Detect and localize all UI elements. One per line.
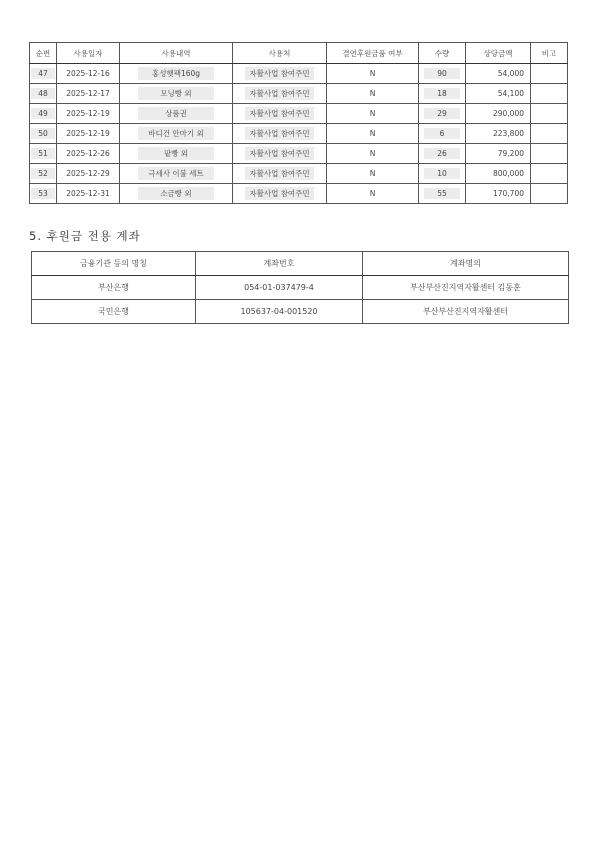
cell-note [531,164,568,184]
cell-item-text: 상품권 [138,107,213,120]
cell-bank: 국민은행 [32,300,196,324]
cell-qty-text: 18 [424,88,460,99]
cell-qty [419,84,466,104]
cell-amount: 290,000 [466,104,531,124]
cell-place-text: 자활사업 참여주민 [245,67,313,80]
cell-date: 2025-12-26 [57,144,120,164]
cell-bank: 부산은행 [32,276,196,300]
cell-place-text: 자활사업 참여주민 [245,147,313,160]
cell-note [531,64,568,84]
cell-item [120,184,233,204]
cell-item-text: 소금빵 외 [138,187,213,200]
header-sponsored: 결연후원금품 여부 [327,43,419,64]
cell-no-text: 52 [31,168,55,179]
cell-note [531,104,568,124]
cell-no [30,84,57,104]
cell-amount: 54,000 [466,64,531,84]
account-header-row [32,252,569,276]
cell-item [120,84,233,104]
cell-item-text: 극세사 이불 세트 [138,167,213,180]
table-row [30,84,568,104]
cell-place [233,64,327,84]
cell-date: 2025-12-19 [57,124,120,144]
cell-qty [419,164,466,184]
cell-place [233,164,327,184]
cell-sponsored: N [327,184,419,204]
cell-qty-text: 90 [424,68,460,79]
cell-item [120,104,233,124]
cell-sponsored: N [327,124,419,144]
cell-no [30,104,57,124]
cell-no-text: 53 [31,188,55,199]
cell-place [233,144,327,164]
cell-date: 2025-12-16 [57,64,120,84]
cell-amount: 800,000 [466,164,531,184]
cell-note [531,84,568,104]
header-bank: 금융기관 등의 명칭 [32,252,196,276]
cell-item [120,124,233,144]
cell-amount: 54,100 [466,84,531,104]
header-no: 순번 [30,43,57,64]
cell-no-text: 49 [31,108,55,119]
cell-place-text: 자활사업 참여주민 [245,187,313,200]
cell-qty [419,64,466,84]
section-title: 5. 후원금 전용 계좌 [29,229,141,243]
cell-item-text: 모닝빵 외 [138,87,213,100]
header-note: 비고 [531,43,568,64]
cell-qty [419,184,466,204]
cell-date: 2025-12-19 [57,104,120,124]
cell-note [531,144,568,164]
table-row [30,124,568,144]
table-row [30,144,568,164]
cell-note [531,184,568,204]
table-row [30,64,568,84]
cell-qty [419,124,466,144]
cell-account-holder: 부산부산진지역자활센터 김동훈 [363,276,569,300]
header-account-holder: 계좌명의 [363,252,569,276]
cell-qty [419,104,466,124]
table-row [30,104,568,124]
cell-account-number: 054-01-037479-4 [196,276,363,300]
cell-item-text: 팥빵 외 [138,147,213,160]
table-row [30,164,568,184]
cell-sponsored: N [327,84,419,104]
cell-qty-text: 26 [424,148,460,159]
cell-item [120,64,233,84]
account-table [31,251,569,324]
cell-place-text: 자활사업 참여주민 [245,127,313,140]
header-place: 사용처 [233,43,327,64]
usage-header-row [30,43,568,64]
cell-no-text: 50 [31,128,55,139]
cell-no [30,144,57,164]
cell-amount: 223,800 [466,124,531,144]
cell-item-text: 홍성햇팩160g [138,67,213,80]
cell-item [120,144,233,164]
cell-place-text: 자활사업 참여주민 [245,167,313,180]
table-row [32,276,569,300]
cell-place-text: 자활사업 참여주민 [245,87,313,100]
cell-note [531,124,568,144]
table-row [32,300,569,324]
cell-place [233,184,327,204]
table-row [30,184,568,204]
cell-account-number: 105637-04-001520 [196,300,363,324]
cell-qty-text: 55 [424,188,460,199]
cell-place [233,104,327,124]
cell-sponsored: N [327,104,419,124]
cell-no-text: 47 [31,68,55,79]
cell-qty-text: 10 [424,168,460,179]
cell-date: 2025-12-17 [57,84,120,104]
cell-item-text: 바디건 안마기 외 [138,127,213,140]
cell-item [120,164,233,184]
cell-place [233,84,327,104]
cell-sponsored: N [327,164,419,184]
cell-date: 2025-12-31 [57,184,120,204]
cell-no [30,124,57,144]
cell-place-text: 자활사업 참여주민 [245,107,313,120]
cell-amount: 170,700 [466,184,531,204]
header-amount: 상당금액 [466,43,531,64]
header-date: 사용일자 [57,43,120,64]
cell-no-text: 51 [31,148,55,159]
cell-no-text: 48 [31,88,55,99]
cell-qty [419,144,466,164]
header-account-number: 계좌번호 [196,252,363,276]
cell-date: 2025-12-29 [57,164,120,184]
cell-qty-text: 29 [424,108,460,119]
cell-place [233,124,327,144]
cell-sponsored: N [327,64,419,84]
cell-no [30,64,57,84]
cell-amount: 79,200 [466,144,531,164]
header-item: 사용내역 [120,43,233,64]
cell-sponsored: N [327,144,419,164]
cell-qty-text: 6 [424,128,460,139]
cell-no [30,164,57,184]
cell-account-holder: 부산부산진지역자활센터 [363,300,569,324]
cell-no [30,184,57,204]
header-qty: 수량 [419,43,466,64]
usage-table [29,42,568,204]
